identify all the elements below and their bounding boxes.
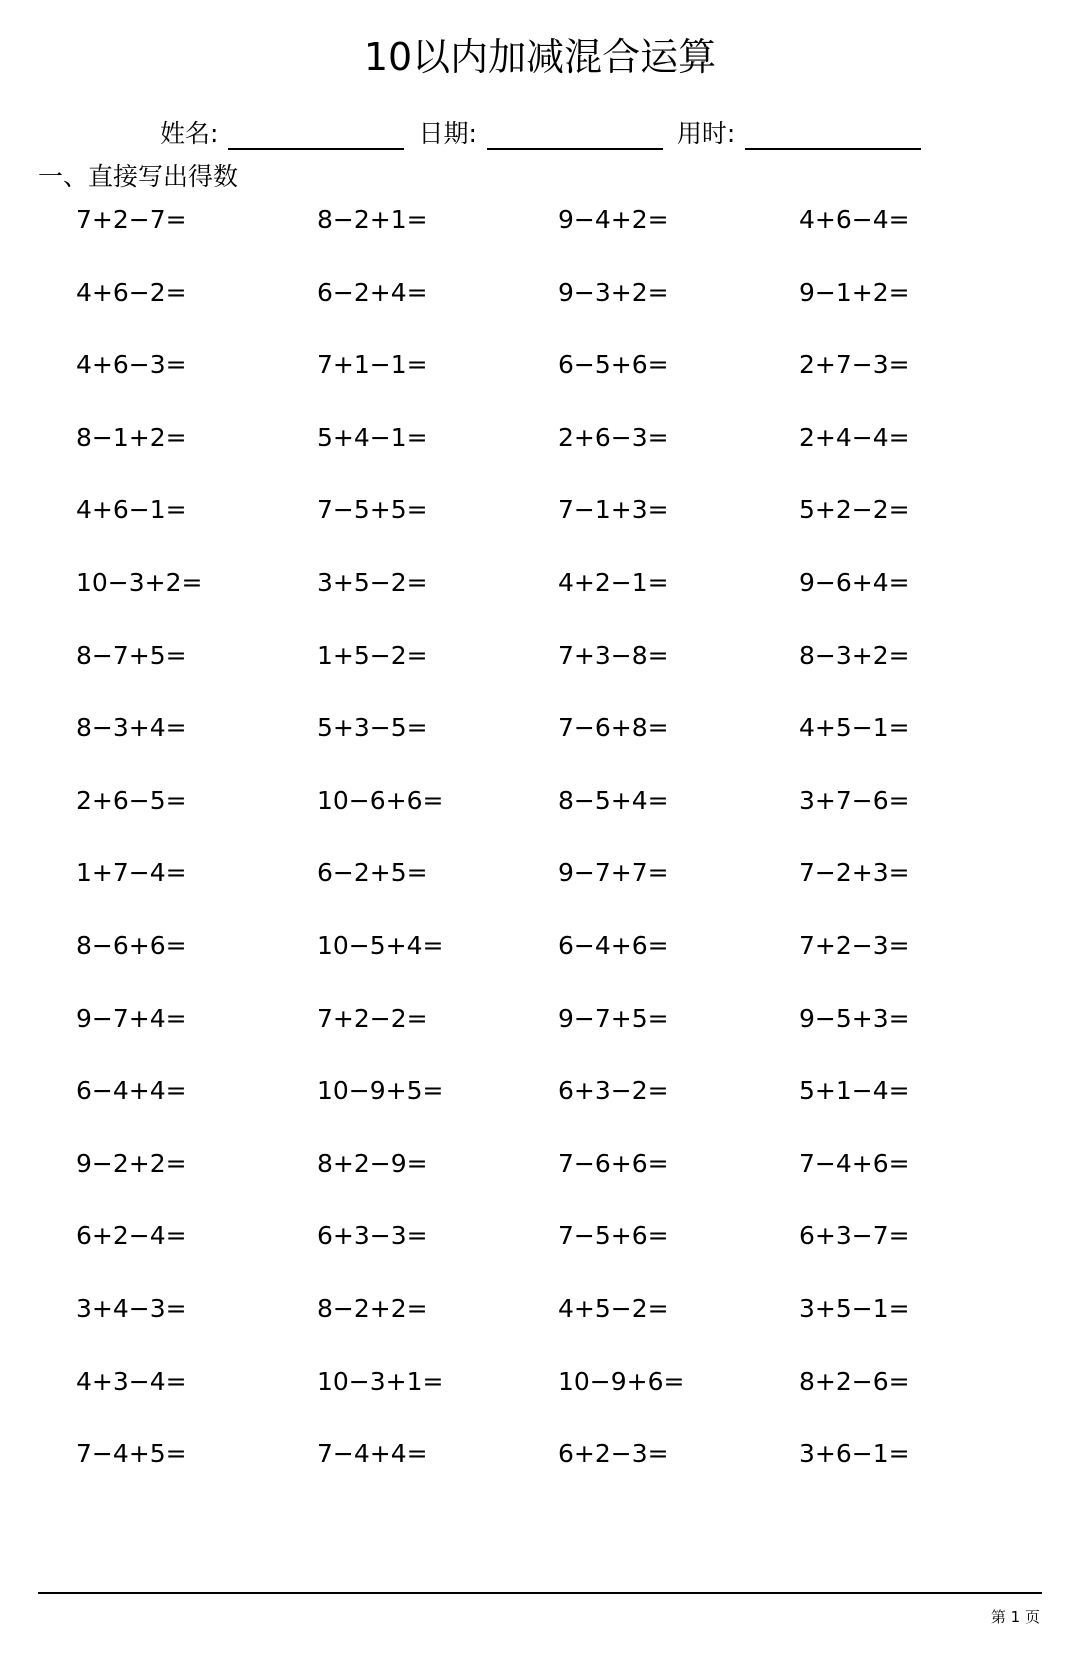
math-problem: 2+7−3=: [799, 350, 910, 380]
math-problem: 1+7−4=: [76, 858, 187, 888]
math-problem: 8+2−9=: [317, 1148, 428, 1178]
math-problem: 3+6−1=: [799, 1439, 910, 1469]
math-problem: 8−1+2=: [76, 422, 187, 452]
math-problem: 7−4+6=: [799, 1148, 910, 1178]
math-problem: 7−6+6=: [558, 1148, 669, 1178]
math-problem: 4+6−4=: [799, 205, 910, 234]
math-problem: 10−9+5=: [317, 1076, 444, 1106]
math-problem: 6+3−2=: [558, 1076, 669, 1106]
math-problem: 10−6+6=: [317, 785, 444, 815]
math-problem: 8−7+5=: [76, 640, 187, 670]
math-problem: 9−2+2=: [76, 1148, 187, 1178]
math-problem: 9−1+2=: [799, 277, 910, 307]
math-problem: 6+2−3=: [558, 1439, 669, 1469]
math-problem: 6+2−4=: [76, 1221, 187, 1251]
math-problem: 4+6−1=: [76, 495, 187, 525]
math-problem: 4+3−4=: [76, 1366, 187, 1396]
math-problem: 5+1−4=: [799, 1076, 910, 1106]
math-problem: 1+5−2=: [317, 640, 428, 670]
math-problem: 3+7−6=: [799, 785, 910, 815]
math-problem: 7+3−8=: [558, 640, 669, 670]
math-problem: 7+2−2=: [317, 1003, 428, 1033]
math-problem: 9−6+4=: [799, 568, 910, 597]
math-problem: 4+6−2=: [76, 277, 187, 307]
math-problem: 9−3+2=: [558, 277, 669, 307]
math-problem: 5+3−5=: [317, 713, 428, 743]
page-title: 10以内加减混合运算: [363, 35, 717, 79]
math-problem: 8−3+4=: [76, 713, 187, 743]
time-blank[interactable]: [745, 122, 921, 150]
time-field: [677, 118, 921, 150]
math-problem: 7−4+4=: [317, 1439, 428, 1469]
math-problem: 9−7+5=: [558, 1003, 669, 1033]
math-problem: 4+5−1=: [799, 713, 910, 743]
math-problem: 2+6−5=: [76, 785, 187, 815]
math-problem: 6−2+4=: [317, 277, 428, 307]
math-problem: 7−1+3=: [558, 495, 669, 525]
math-problem: 4+6−3=: [76, 350, 187, 380]
math-problem: 5+4−1=: [317, 422, 428, 452]
math-problem: 6−2+5=: [317, 858, 428, 888]
math-problem: 9−4+2=: [558, 205, 669, 234]
date-blank[interactable]: [487, 122, 663, 150]
math-problem: 8−6+6=: [76, 931, 187, 960]
math-problem: 8−5+4=: [558, 785, 669, 815]
name-field: [160, 118, 404, 150]
math-problem: 6−4+4=: [76, 1076, 187, 1106]
name-blank[interactable]: [228, 122, 404, 150]
math-problem: 8−2+2=: [317, 1294, 428, 1323]
name-label: 姓名:: [160, 119, 219, 148]
math-problem: 8+2−6=: [799, 1366, 910, 1396]
math-problem: 5+2−2=: [799, 495, 910, 525]
date-label: 日期:: [418, 119, 477, 148]
page-number: 第 1 页: [990, 1608, 1040, 1626]
math-problem: 10−3+2=: [76, 568, 203, 597]
math-problem: 9−7+4=: [76, 1003, 187, 1033]
math-problem: 6−5+6=: [558, 350, 669, 380]
math-problem: 8−3+2=: [799, 640, 910, 670]
math-problem: 8−2+1=: [317, 205, 428, 234]
math-problem: 6+3−3=: [317, 1221, 428, 1251]
math-problem: 7−2+3=: [799, 858, 910, 888]
math-problem: 7+1−1=: [317, 350, 428, 380]
math-problem: 10−5+4=: [317, 931, 444, 960]
math-problem: 3+5−2=: [317, 568, 428, 597]
math-problem: 9−5+3=: [799, 1003, 910, 1033]
math-problem: 2+4−4=: [799, 422, 910, 452]
math-problem: 2+6−3=: [558, 422, 669, 452]
math-problem: 7−5+5=: [317, 495, 428, 525]
math-problem: 7−6+8=: [558, 713, 669, 743]
math-problem: 3+4−3=: [76, 1294, 187, 1323]
math-problem: 3+5−1=: [799, 1294, 910, 1323]
math-problem: 7−4+5=: [76, 1439, 187, 1469]
math-problem: 6+3−7=: [799, 1221, 910, 1251]
footer-divider: [38, 1592, 1042, 1594]
time-label: 用时:: [676, 119, 736, 148]
student-info-bar: [160, 112, 935, 150]
math-problem: 7+2−7=: [76, 205, 187, 234]
section-heading: 一、直接写出得数: [38, 162, 239, 191]
math-problem: 4+2−1=: [558, 568, 669, 597]
date-field: [418, 118, 662, 150]
math-problem: 10−9+6=: [558, 1366, 685, 1396]
math-problem: 6−4+6=: [558, 931, 669, 960]
math-problem: 10−3+1=: [317, 1366, 444, 1396]
math-problem: 7+2−3=: [799, 931, 910, 960]
math-problem: 7−5+6=: [558, 1221, 669, 1251]
math-problem: 9−7+7=: [558, 858, 669, 888]
math-problem: 4+5−2=: [558, 1294, 669, 1323]
